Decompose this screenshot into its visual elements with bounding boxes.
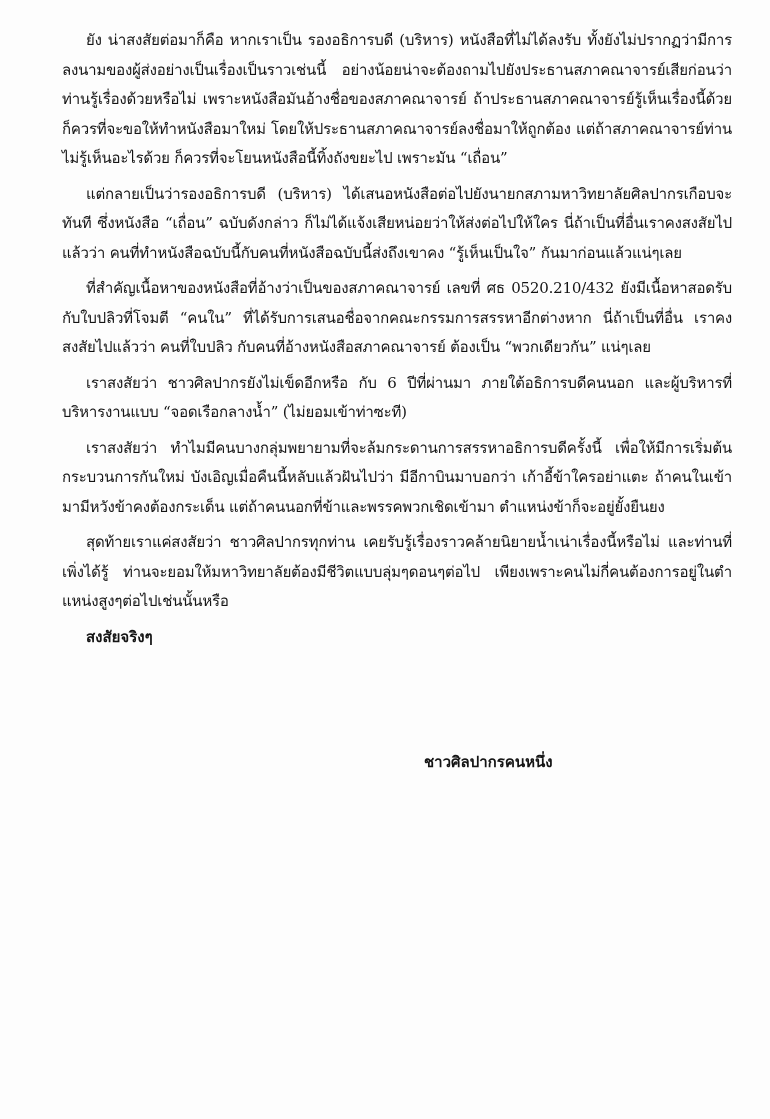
signature-line: ชาวศิลปากรคนหนึ่ง bbox=[424, 753, 553, 771]
paragraph-5: เราสงสัยว่า ทำไมมีคนบางกลุ่มพยายามที่จะล้มกระดานการสรรหาอธิการบดีครั้งนี้ เพื่อให้มีการเริ่มต้นกระบวนการกันใหม่ บังเอิญเมื่อคืนนี้หลับแล้วฝันไปว่า มีอีกาบินมาบอกว่า เก้าอี้ข้าใครอย่าแตะ ถ้าคนในเข้ามามีหวังข้าคงต้องกระเด็น แต่ถ้าคนนอกที่ข้าและพรรคพวกเชิดเข้ามา ตำแหน่งข้าก็จะอยู่ยั้งยืนยง bbox=[62, 438, 732, 516]
paragraph-1: ยัง น่าสงสัยต่อมาก็คือ หากเราเป็น รองอธิการบดี (บริหาร) หนังสือที่ไม่ได้ลงรับ ทั้งยังไม่ปรากฏว่ามีการลงนามของผู้ส่งอย่างเป็นเรื่องเป็นราวเช่นนี้ อย่างน้อยน่าจะต้องถามไปยังประธานสภาคณาจารย์เสียก่อนว่าท่านรู้เรื่องด้วยหรือไม่ เพราะหนังสือมันอ้างชื่อของสภาคณาจารย์ ถ้าประธานสภาคณาจารย์รู้เห็นเรื่องนี้ด้วยก็ควรที่จะขอให้ทำหนังสือมาใหม่ โดยให้ประธานสภาคณาจารย์ลงชื่อมาให้ถูกต้อง แต่ถ้าสภาคณาจารย์ท่านไม่รู้เห็นอะไรด้วย ก็ควรที่จะโยนหนังสือนี้ทิ้งถังขยะไป เพราะมัน “เถื่อน” bbox=[62, 31, 732, 167]
paragraph-4: เราสงสัยว่า ชาวศิลปากรยังไม่เข็ดอีกหรือ กับ 6 ปีที่ผ่านมา ภายใต้อธิการบดีคนนอก และผู้บริหารที่บริหารงานแบบ “จอดเรือกลางน้ำ” (ไม่ยอมเข้าท่าซะที) bbox=[62, 373, 732, 421]
paragraph-2: แต่กลายเป็นว่ารองอธิการบดี (บริหาร) ได้เสนอหนังสือต่อไปยังนายกสภามหาวิทยาลัยศิลปากรเกือบจะทันที ซึ่งหนังสือ “เถื่อน” ฉบับดังกล่าว ก็ไม่ได้แจ้งเสียหน่อยว่าให้ส่งต่อไปให้ใคร นี่ถ้าเป็นที่อื่นเราคงสงสัยไปแล้วว่า คนที่ทำหนังสือฉบับนี้กับคนที่หนังสือฉบับนี้ส่งถึงเขาคง “รู้เห็นเป็นใจ” กันมาก่อนแล้วแน่ๆเลย bbox=[62, 184, 732, 262]
closing-line: สงสัยจริงๆ bbox=[86, 627, 153, 646]
paragraph-3: ที่สำคัญเนื้อหาของหนังสือที่อ้างว่าเป็นของสภาคณาจารย์ เลขที่ ศธ 0520.210/432 ยังมีเนื้อหาสอดรับกับใบปลิวที่โจมตี “คนใน” ที่ได้รับการเสนอชื่อจากคณะกรรมการสรรหาอีกต่างหาก นี่ถ้าเป็นที่อื่น เราคงสงสัยไปแล้วว่า คนที่ใบปลิว กับคนที่อ้างหนังสือสภาคณาจารย์ ต้องเป็น “พวกเดียวกัน” แน่ๆเลย bbox=[62, 279, 732, 356]
paragraph-6: สุดท้ายเราแค่สงสัยว่า ชาวศิลปากรทุกท่าน เคยรับรู้เรื่องราวคล้ายนิยายน้ำเน่าเรื่องนี้หรือไม่ และท่านที่เพิ่งได้รู้ ท่านจะยอมให้มหาวิทยาลัยต้องมีชีวิตแบบลุ่มๆดอนๆต่อไป เพียงเพราะคนไม่กี่คนต้องการอยู่ในตำแหน่งสูงๆต่อไปเช่นนั้นหรือ bbox=[62, 533, 732, 610]
document-body bbox=[62, 26, 732, 652]
